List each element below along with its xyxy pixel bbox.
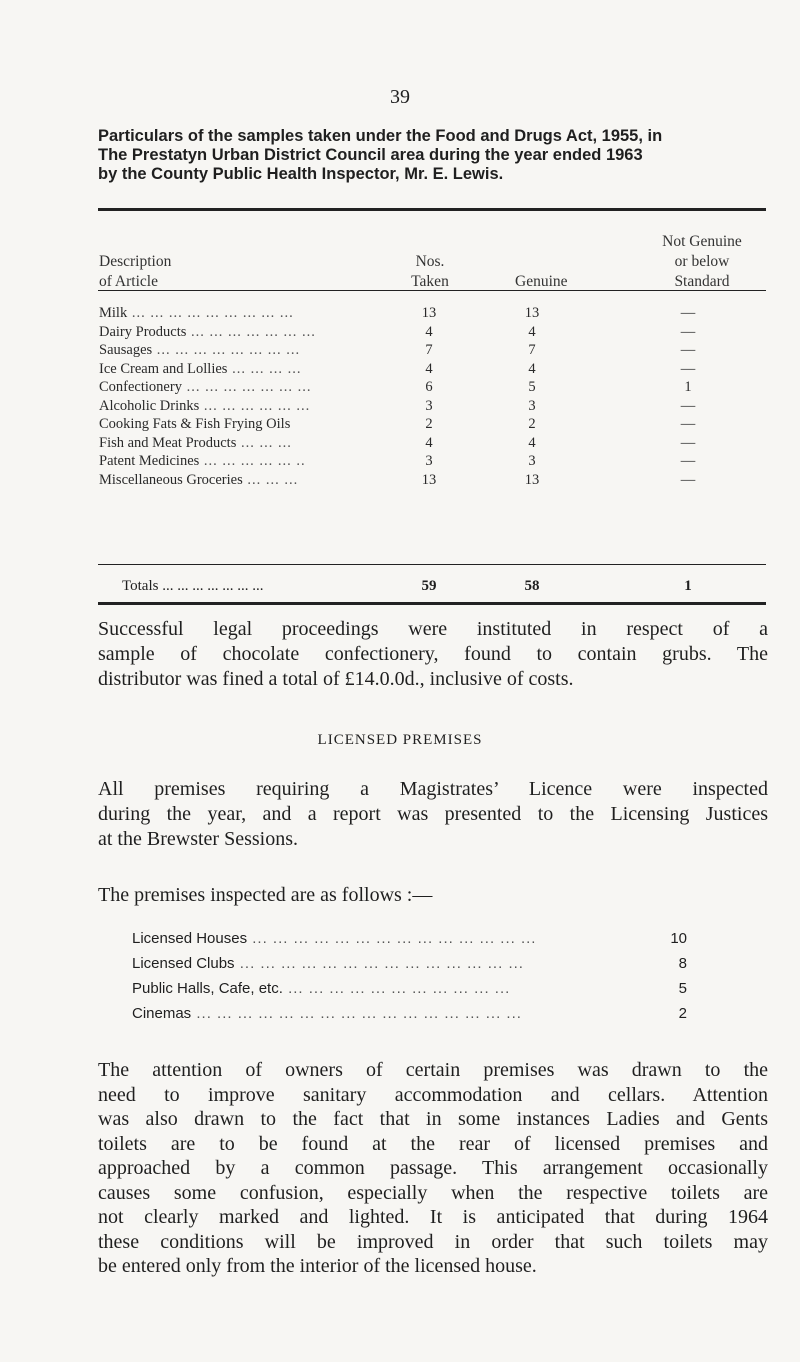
samples-table	[98, 304, 766, 489]
cell-not-genuine: —	[680, 416, 696, 432]
text-line: at the Brewster Sessions.	[98, 828, 298, 850]
row-description	[99, 471, 298, 490]
table-top-rule	[98, 208, 766, 211]
legal-proceedings-paragraph	[98, 617, 768, 692]
premises-count: 8	[678, 955, 687, 972]
page-number: 39	[390, 86, 410, 108]
cell-taken: 4	[425, 360, 433, 377]
table-row	[98, 341, 766, 360]
header-line: Nos.	[415, 253, 445, 270]
description-text: Miscellaneous Groceries	[99, 471, 243, 488]
cell-not-genuine: —	[680, 397, 696, 414]
cell-taken: 4	[425, 323, 433, 340]
list-item	[132, 951, 687, 976]
cell-genuine: 4	[528, 323, 536, 340]
table-row	[98, 471, 766, 490]
description-text: Fish and Meat Products	[99, 434, 237, 451]
total-taken: 59	[421, 578, 437, 594]
cell-not-genuine: —	[680, 471, 696, 488]
cell-genuine: 7	[528, 342, 536, 358]
cell-taken: 7	[425, 342, 433, 358]
cell-taken: 3	[425, 397, 433, 414]
text-line: be entered only from the interior of the licensed house.	[98, 1255, 537, 1277]
premises-count: 10	[670, 930, 687, 947]
row-description	[99, 415, 290, 434]
table-row	[98, 378, 766, 397]
header-line: Taken	[411, 273, 449, 290]
text-line: during the year, and a report was presented to the Licensing Justices	[98, 803, 768, 825]
header-line: Standard	[674, 273, 730, 290]
table-row	[98, 415, 766, 434]
text-line: approached by a common passage. This arrangement occasionally	[98, 1157, 768, 1179]
totals-rule	[98, 564, 766, 565]
label-text: Licensed Houses	[132, 930, 248, 947]
dot-leader: ... ... ... ... ... ... ... ... ...	[127, 305, 294, 321]
cell-not-genuine: —	[680, 434, 696, 451]
heading-line: Particulars of the samples taken under the Food and Drugs Act, 1955, in	[98, 127, 663, 145]
description-text: Patent Medicines	[99, 453, 200, 469]
premises-count: 5	[678, 980, 687, 997]
sanitary-paragraph	[98, 1058, 768, 1279]
table-row	[98, 434, 766, 453]
cell-genuine: 4	[528, 360, 536, 377]
dot-leader: ... ... ... ... ... ...	[199, 397, 311, 414]
column-header-description	[99, 252, 171, 292]
text-line: not clearly marked and lighted. It is anticipated that during 1964	[98, 1206, 768, 1228]
table-row	[98, 304, 766, 323]
row-description	[99, 360, 301, 379]
description-text: Confectionery	[99, 379, 182, 395]
text-line: All premises requiring a Magistrates’ Licence were inspected	[98, 778, 768, 800]
totals-label	[122, 576, 263, 596]
cell-taken: 2	[425, 416, 433, 432]
description-text: Milk	[99, 305, 128, 321]
heading-line: The Prestatyn Urban District Council area during the year ended 1963	[98, 146, 643, 164]
text-line: Successful legal proceedings were instituted in respect of a	[98, 618, 768, 640]
table-row	[98, 397, 766, 416]
description-text: Dairy Products	[99, 323, 187, 340]
cell-not-genuine: —	[680, 323, 696, 340]
text-line: distributor was fined a total of £14.0.0d., inclusive of costs.	[98, 668, 574, 690]
text-line: sample of chocolate confectionery, found to contain grubs. The	[98, 643, 768, 665]
row-description	[99, 378, 311, 397]
column-header-nos-taken	[390, 252, 470, 292]
page-heading	[98, 127, 758, 184]
section-heading: LICENSED PREMISES	[317, 732, 483, 748]
cell-taken: 3	[425, 453, 433, 469]
row-description	[99, 452, 306, 471]
description-text: Alcoholic Drinks	[99, 397, 200, 414]
dot-leader: ... ... ... ... ... ... ... ... ... ... ...	[282, 980, 511, 997]
cell-taken: 13	[421, 305, 437, 321]
cell-genuine: 13	[524, 305, 540, 321]
description-text: Ice Cream and Lollies	[99, 360, 228, 377]
list-item	[132, 1001, 687, 1026]
premises-list	[132, 926, 687, 1026]
cell-not-genuine: —	[680, 342, 696, 358]
table-row	[98, 360, 766, 379]
row-description	[99, 304, 294, 323]
cell-genuine: 3	[528, 397, 536, 414]
dot-leader: ... ... ... ... ... ... ...	[181, 379, 312, 395]
text-line: need to improve sanitary accommodation and cellars. Attention	[98, 1083, 768, 1106]
cell-not-genuine: —	[680, 453, 696, 469]
row-description	[99, 397, 310, 416]
dot-leader: ... ... ... ... ... ... ...	[186, 323, 316, 340]
cell-taken: 4	[425, 434, 433, 451]
list-item	[132, 926, 687, 951]
description-text: Sausages	[99, 342, 153, 358]
text-line: these conditions will be improved in order that such toilets may	[98, 1230, 768, 1253]
cell-genuine: 4	[528, 434, 536, 451]
row-description	[99, 323, 316, 342]
dot-leader: ... ... ...	[236, 434, 292, 451]
premises-label	[132, 976, 510, 1001]
total-genuine: 58	[524, 578, 540, 594]
cell-genuine: 5	[528, 379, 536, 395]
row-description	[99, 434, 292, 453]
dot-leader: ... ... ... ... ... ... ...	[158, 578, 264, 594]
label-text: Public Halls, Cafe, etc.	[132, 980, 283, 997]
premises-label	[132, 926, 536, 951]
dot-leader: ... ... ... ... ... ... ... ... ... ... ... ... ... ... ... ...	[191, 1005, 522, 1022]
description-text: Cooking Fats & Fish Frying Oils	[99, 416, 291, 432]
dot-leader: ... ... ...	[242, 471, 299, 488]
column-header-genuine: Genuine	[515, 273, 568, 290]
cell-not-genuine: 1	[684, 379, 692, 395]
total-not-genuine: 1	[684, 578, 692, 594]
header-line: Description	[99, 253, 172, 270]
totals-row	[98, 576, 766, 596]
cell-genuine: 13	[524, 471, 540, 488]
text-line: causes some confusion, especially when the respective toilets are	[98, 1181, 768, 1204]
premises-count: 2	[678, 1005, 687, 1022]
header-line: or below	[674, 253, 730, 270]
header-line: of Article	[99, 273, 158, 290]
text-line: The premises inspected are as follows :—	[98, 884, 433, 906]
header-rule	[98, 290, 766, 291]
heading-line: by the County Public Health Inspector, Mr. E. Lewis.	[98, 165, 504, 183]
cell-not-genuine: —	[680, 305, 696, 321]
text-line: The attention of owners of certain premises was drawn to the	[98, 1059, 768, 1081]
table-row	[98, 323, 766, 342]
licences-paragraph	[98, 777, 768, 852]
label-text: Cinemas	[132, 1005, 192, 1022]
dot-leader: ... ... ... ... ... ..	[199, 453, 306, 469]
dot-leader: ... ... ... ... ... ... ... ... ... ... ... ... ... ...	[234, 955, 524, 972]
dot-leader: ... ... ... ... ... ... ... ...	[152, 342, 301, 358]
row-description	[99, 341, 300, 360]
text-line: was also drawn to the fact that in some instances Ladies and Gents	[98, 1108, 768, 1130]
cell-not-genuine: —	[680, 360, 696, 377]
header-line: Not Genuine	[662, 233, 742, 250]
cell-taken: 13	[421, 471, 437, 488]
premises-label	[132, 1001, 522, 1026]
premises-label	[132, 951, 524, 976]
totals-text: Totals	[122, 578, 159, 594]
dot-leader: ... ... ... ...	[227, 360, 302, 377]
dot-leader: ... ... ... ... ... ... ... ... ... ... ... ... ... ...	[247, 930, 537, 947]
cell-genuine: 3	[528, 453, 536, 469]
cell-genuine: 2	[528, 416, 536, 432]
premises-intro	[98, 883, 768, 908]
table-bottom-rule	[98, 602, 766, 605]
table-row	[98, 452, 766, 471]
column-header-not-genuine	[632, 232, 772, 292]
cell-taken: 6	[425, 379, 433, 395]
text-line: toilets are to be found at the rear of licensed premises and	[98, 1132, 768, 1155]
label-text: Licensed Clubs	[132, 955, 235, 972]
list-item	[132, 976, 687, 1001]
